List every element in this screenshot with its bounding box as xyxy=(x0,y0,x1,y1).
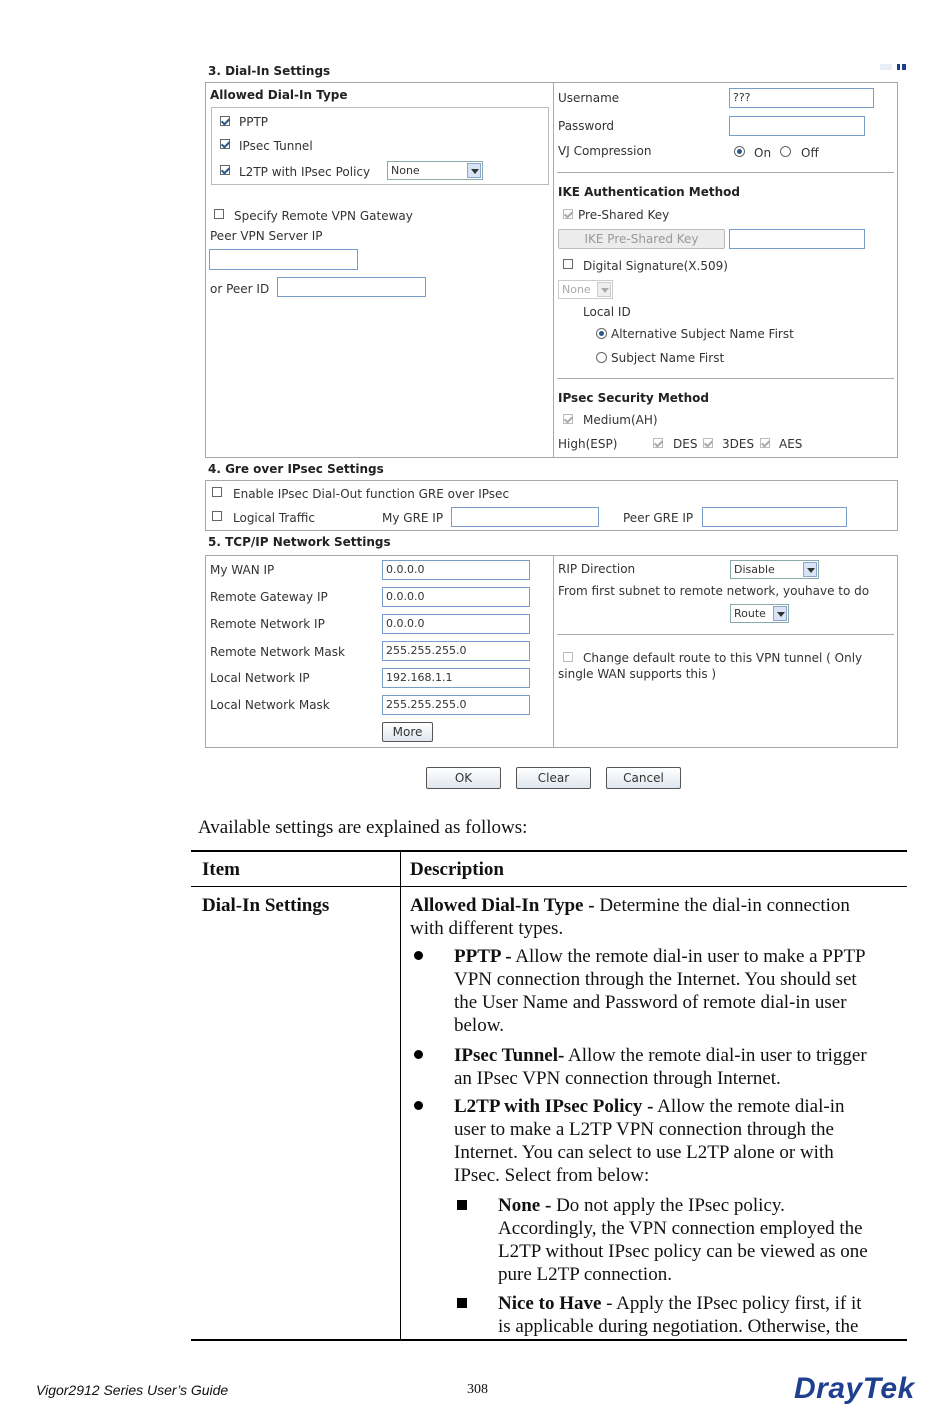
change-default-route-checkbox[interactable] xyxy=(563,652,573,662)
subject-first-label: Subject Name First xyxy=(611,351,725,365)
ipsec-tunnel-checkbox[interactable] xyxy=(220,139,230,149)
my-wan-ip-input[interactable]: 0.0.0.0 xyxy=(382,560,530,580)
clear-button[interactable]: Clear xyxy=(516,767,591,789)
tcpip-section-title: 5. TCP/IP Network Settings xyxy=(208,535,391,549)
corner-marker-icon xyxy=(880,64,906,70)
change-default-label-2: single WAN supports this ) xyxy=(558,667,717,681)
logical-traffic-checkbox[interactable] xyxy=(212,511,222,521)
specify-gateway-checkbox[interactable] xyxy=(214,209,224,219)
pre-shared-checkbox[interactable] xyxy=(563,209,573,219)
aes-label: AES xyxy=(779,437,803,451)
footer-page-number: 308 xyxy=(467,1382,488,1397)
ipsec-sec-title: IPsec Security Method xyxy=(558,391,710,405)
more-button[interactable]: More xyxy=(382,722,433,742)
des-checkbox[interactable] xyxy=(653,438,663,448)
tcpip-row-label: Remote Network Mask xyxy=(210,645,345,659)
ike-psk-input[interactable] xyxy=(729,229,865,249)
rip-label: RIP Direction xyxy=(558,562,636,576)
alt-subject-radio[interactable] xyxy=(596,328,607,339)
vj-off-radio[interactable] xyxy=(780,146,791,157)
ok-button[interactable]: OK xyxy=(426,767,501,789)
route-select[interactable]: Route xyxy=(730,604,789,623)
intro-text: Available settings are explained as follows: xyxy=(198,817,528,838)
local-network-ip-input[interactable]: 192.168.1.1 xyxy=(382,668,530,688)
l2tp-checkbox[interactable] xyxy=(220,165,230,175)
pptp-paragraph: PPTP - Allow the remote dial-in user to make a PPTP VPN connection through the Internet. You should set the User Name and Password of remote dial-in user below. xyxy=(454,946,866,1036)
l2tp-policy-select[interactable]: None xyxy=(387,161,483,180)
remote-gateway-ip-input[interactable]: 0.0.0.0 xyxy=(382,587,530,607)
chevron-down-icon xyxy=(773,606,787,621)
pre-shared-label: Pre-Shared Key xyxy=(578,208,670,222)
peer-vpn-ip-input[interactable] xyxy=(209,249,358,270)
l2tp-paragraph: L2TP with IPsec Policy - Allow the remote dial-in user to make a L2TP VPN connection through the Internet. You can select to use L2TP alone or with IPsec. Select from below: xyxy=(454,1096,845,1186)
bullet-icon xyxy=(414,1101,423,1110)
aes-checkbox[interactable] xyxy=(760,438,770,448)
digital-sig-label: Digital Signature(X.509) xyxy=(583,259,728,273)
bullet-icon xyxy=(414,951,423,960)
logical-traffic-label: Logical Traffic xyxy=(233,511,315,525)
draytek-logo: DrayTek xyxy=(794,1372,915,1405)
alt-subject-label: Alternative Subject Name First xyxy=(611,327,794,341)
gre-section-title: 4. Gre over IPsec Settings xyxy=(208,462,384,476)
nice-paragraph: Nice to Have - Apply the IPsec policy first, if it is applicable during negotiation. Otherwise, the xyxy=(498,1293,862,1337)
table-cell-item: Dial-In Settings xyxy=(202,895,330,916)
rip-select[interactable]: Disable xyxy=(730,560,819,579)
subject-first-radio[interactable] xyxy=(596,352,607,363)
adt-paragraph: Allowed Dial-In Type - Determine the dial-in connection with different types. xyxy=(410,895,850,939)
tcpip-row-label: My WAN IP xyxy=(210,563,275,577)
my-gre-label: My GRE IP xyxy=(382,511,444,525)
remote-network-ip-input[interactable]: 0.0.0.0 xyxy=(382,614,530,634)
peer-vpn-ip-label: Peer VPN Server IP xyxy=(210,229,323,243)
gre-enable-label: Enable IPsec Dial-Out function GRE over IPsec xyxy=(233,487,510,501)
none-paragraph: None - Do not apply the IPsec policy. Accordingly, the VPN connection employed the L2TP without IPsec policy can be viewed as one pure L2TP connection. xyxy=(498,1195,868,1285)
footer-guide-title: Vigor2912 Series User’s Guide xyxy=(36,1382,229,1398)
ipsec-tunnel-label: IPsec Tunnel xyxy=(239,139,313,153)
table-header-description: Description xyxy=(410,859,504,880)
tcpip-row-label: Remote Network IP xyxy=(210,617,325,631)
square-bullet-icon xyxy=(457,1298,467,1308)
table-header-item: Item xyxy=(202,859,240,880)
table-top-rule xyxy=(191,850,907,852)
dialin-section-title: 3. Dial-In Settings xyxy=(208,64,331,78)
vj-off-label: Off xyxy=(801,146,819,160)
vj-label: VJ Compression xyxy=(558,144,652,158)
3des-checkbox[interactable] xyxy=(703,438,713,448)
chevron-down-icon xyxy=(597,282,611,297)
username-input[interactable]: ??? xyxy=(729,88,874,108)
cancel-button[interactable]: Cancel xyxy=(606,767,681,789)
password-label: Password xyxy=(558,119,615,133)
vj-on-label: On xyxy=(754,146,772,160)
ike-title: IKE Authentication Method xyxy=(558,185,740,199)
peer-id-label: or Peer ID xyxy=(210,282,270,296)
username-label: Username xyxy=(558,91,620,105)
3des-label: 3DES xyxy=(722,437,755,451)
from-subnet-label: From first subnet to remote network, youhave to do xyxy=(558,584,870,598)
chevron-down-icon xyxy=(467,163,481,178)
allowed-type-title: Allowed Dial-In Type xyxy=(210,88,348,102)
tcpip-row-label: Local Network Mask xyxy=(210,698,330,712)
peer-gre-input[interactable] xyxy=(702,507,847,527)
digital-sig-checkbox[interactable] xyxy=(563,259,573,269)
table-col-divider xyxy=(400,851,401,1340)
tcpip-row-label: Remote Gateway IP xyxy=(210,590,328,604)
pptp-label: PPTP xyxy=(239,115,269,129)
ipsec-paragraph: IPsec Tunnel- Allow the remote dial-in user to trigger an IPsec VPN connection through Internet. xyxy=(454,1045,867,1089)
peer-id-input[interactable] xyxy=(277,277,426,297)
square-bullet-icon xyxy=(457,1200,467,1210)
l2tp-label: L2TP with IPsec Policy xyxy=(239,165,371,179)
medium-checkbox[interactable] xyxy=(563,414,573,424)
password-input[interactable] xyxy=(729,116,865,136)
change-default-label-1: Change default route to this VPN tunnel ( Only xyxy=(583,651,863,665)
medium-label: Medium(AH) xyxy=(583,413,658,427)
remote-network-mask-input[interactable]: 255.255.255.0 xyxy=(382,641,530,661)
ike-psk-button[interactable]: IKE Pre-Shared Key xyxy=(558,229,725,249)
gre-enable-checkbox[interactable] xyxy=(212,487,222,497)
chevron-down-icon xyxy=(803,562,817,577)
sig-select[interactable]: None xyxy=(558,280,613,299)
local-network-mask-input[interactable]: 255.255.255.0 xyxy=(382,695,530,715)
des-label: DES xyxy=(673,437,698,451)
bullet-icon xyxy=(414,1050,423,1059)
my-gre-input[interactable] xyxy=(451,507,599,527)
table-header-rule xyxy=(191,886,907,887)
local-id-label: Local ID xyxy=(583,305,631,319)
high-label: High(ESP) xyxy=(558,437,618,451)
table-bottom-rule xyxy=(191,1339,907,1341)
vj-on-radio[interactable] xyxy=(734,146,745,157)
pptp-checkbox[interactable] xyxy=(220,116,230,126)
specify-gateway-label: Specify Remote VPN Gateway xyxy=(234,209,413,223)
peer-gre-label: Peer GRE IP xyxy=(623,511,694,525)
tcpip-row-label: Local Network IP xyxy=(210,671,310,685)
